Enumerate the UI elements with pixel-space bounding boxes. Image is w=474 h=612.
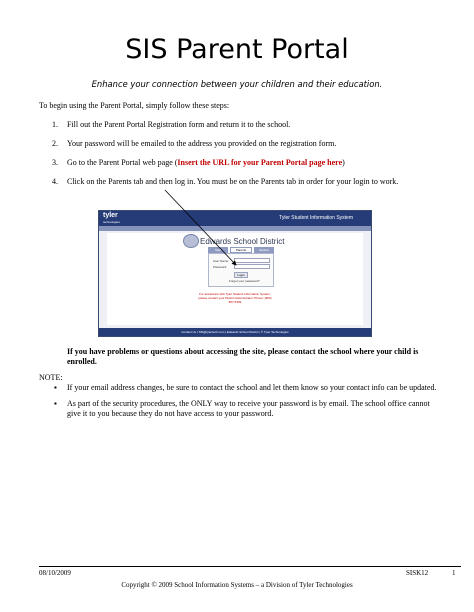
tab-staff: Staff [208,247,228,253]
step-text: Your password will be emailed to the address you provided on the registration form. [67,139,337,148]
note-label: NOTE: [39,373,63,382]
url-placeholder: Insert the URL for your Parent Portal page here [177,158,343,167]
note-item [39,383,439,393]
step-text: Go to the Parent Portal web page ( [67,158,178,167]
notes-list [39,383,439,425]
copyright-notice: Copyright © 2009 School Information Systems – a Division of Tyler Technologies [121,581,353,589]
assistance-notice: For assistance with Tyler Student Information System, please contact your District Administrator. Phone: (800) 867-5309 [198,292,272,304]
step-text-end: ) [342,158,345,167]
page-title: SIS Parent Portal [125,34,349,65]
tab-student: Student [254,247,274,253]
step-number: 1. [52,120,58,129]
page-subtitle: Enhance your connection between your children and their education. [91,79,383,89]
note-text: If your email address changes, be sure to contact the school and let them know so your contact info can be updated. [67,383,437,392]
forgot-password-link: Forgot your password? [229,279,260,283]
note-text: As part of the security procedures, the ONLY way to receive your password is by email. The school office cannot give it to you because they do not have access to your password. [67,399,430,418]
logo-subtext: technologies [103,220,120,224]
step-number: 3. [52,158,58,167]
note-item [39,399,439,419]
step-text: Click on the Parents tab and then log in. You must be on the Parents tab in order for your login to work. [67,177,399,186]
username-label: User Name: [213,259,230,263]
logo-text: tyler [103,212,118,219]
password-label: Password: [213,265,228,269]
footer-doc-code: SISK12 [406,569,429,577]
tab-parents: Parents [230,247,252,253]
bullet-icon: ▪ [54,399,57,408]
step-number: 4. [52,177,58,186]
arrow-line [165,190,236,265]
step-number: 2. [52,139,58,148]
bullet-icon: ▪ [54,383,57,392]
footer-date: 08/10/2009 [39,569,71,577]
portal-footer-links: Contact Us | SIS@tylertech.com | Edwards School District | © Tyler Technologies [181,330,289,334]
step-text: Fill out the Parent Portal Registration form and return it to the school. [67,120,291,129]
district-name: Edwards School District [200,237,285,246]
page-number: 1 [452,569,456,577]
login-button: Login [234,272,248,278]
support-note: If you have problems or questions about accessing the site, please contact the school where your child is enrolled. [67,347,419,366]
footer-divider [39,566,461,567]
intro-text: To begin using the Parent Portal, simply follow these steps: [39,101,230,110]
system-name: Tyler Student Information System [279,215,353,221]
